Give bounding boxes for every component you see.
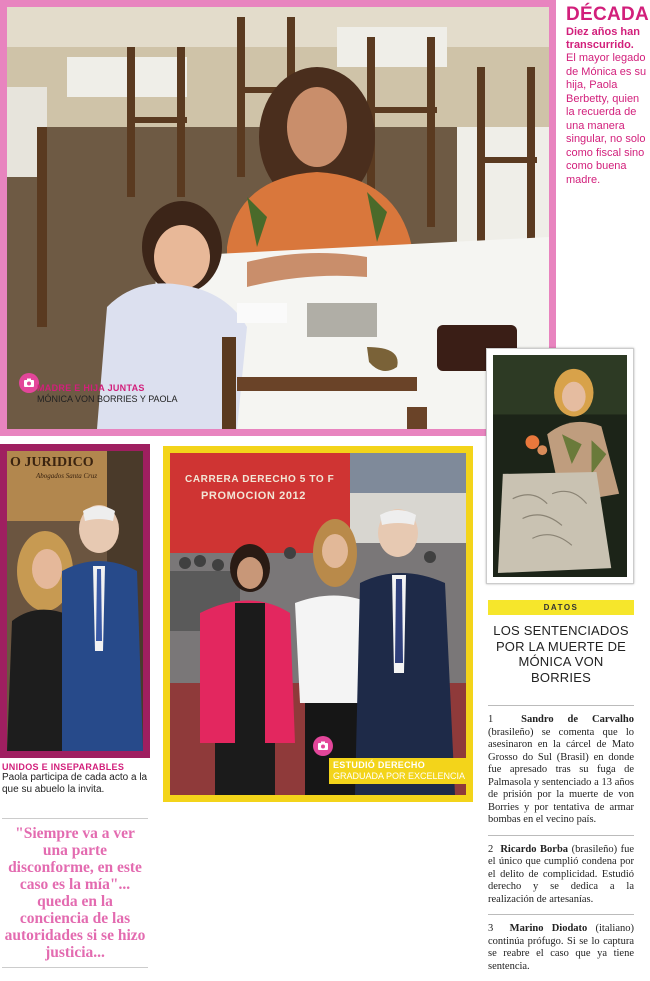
photo-paola-memorial-image: [493, 355, 627, 577]
photo3-sign-sub: Abogados Santa Cruz: [36, 472, 98, 480]
side-body: El mayor legado de Mónica es su hija, Paola Berbetty, quien la recuerda de una manera singular, no solo como fiscal sino como buena madre.: [566, 52, 647, 186]
pull-quote: [2, 818, 148, 968]
datos-box: [488, 600, 634, 981]
photo-paola-memorial: [486, 348, 634, 584]
camera-icon: [313, 736, 333, 756]
photo3-sign: O JURIDICO: [10, 455, 94, 470]
list-item: 2 Ricardo Borba (brasileño) fue el único que cumplió condena por el delito de complicidad. Estudió derecho y se dedica a la realización de artesanías.: [488, 836, 634, 916]
datos-heading: LOS SENTENCIADOS POR LA MUERTE DE MÓNICA VON BORRIES: [488, 623, 634, 706]
photo3-caption-value: Paola participa de cada acto a la que su abuelo la invita.: [2, 772, 148, 795]
photo4-caption-key: ESTUDIÓ DERECHO: [333, 760, 426, 770]
photo-united: [0, 444, 150, 758]
camera-icon: [19, 373, 39, 393]
photo1-caption-value: MÓNICA VON BORRIES Y PAOLA: [37, 394, 178, 404]
list-item: 1 Sandro de Carvalho (brasileño) se comenta que lo asesinaron en la cárcel de Mato Grosso do Sul (Brasil) en donde fue apresado tras su fuga de Palmasola y sentenciado a 13 años de prisión por la muerte de von Borries y por tentativa de armar bombas en el vecino país.: [488, 706, 634, 836]
photo4-banner-line1: CARRERA DERECHO 5 TO F: [185, 474, 335, 485]
side-lead: Diez años han transcurrido.: [566, 26, 640, 51]
datos-label: DATOS: [488, 600, 634, 615]
photo1-caption: [37, 383, 178, 405]
list-item: 3 Marino Diodato (italiano) continúa prófugo. Si se lo captura se reabre el caso que ya tiene sentencia.: [488, 923, 634, 972]
photo4-caption-value: GRADUADA POR EXCELENCIA: [333, 771, 466, 781]
photo1-caption-key: MADRE E HIJA JUNTAS: [37, 383, 145, 393]
photo4-banner-line2: PROMOCION 2012: [201, 490, 306, 502]
side-title: DÉCADA: [566, 4, 650, 25]
photo3-caption-key: UNIDOS E INSEPARABLES: [2, 762, 125, 772]
photo-graduation: [163, 446, 473, 802]
side-story: [566, 4, 650, 187]
photo3-caption: [2, 762, 150, 796]
photo-united-image: [7, 451, 143, 751]
photo-mother-daughter: [0, 0, 556, 436]
pull-quote-text: "Siempre va a ver una parte disconforme, en este caso es la mía"... queda en la conciencia de las autoridades si se hizo justicia...: [4, 825, 146, 961]
photo-mother-daughter-image: [7, 7, 549, 429]
photo4-caption: [329, 758, 469, 784]
